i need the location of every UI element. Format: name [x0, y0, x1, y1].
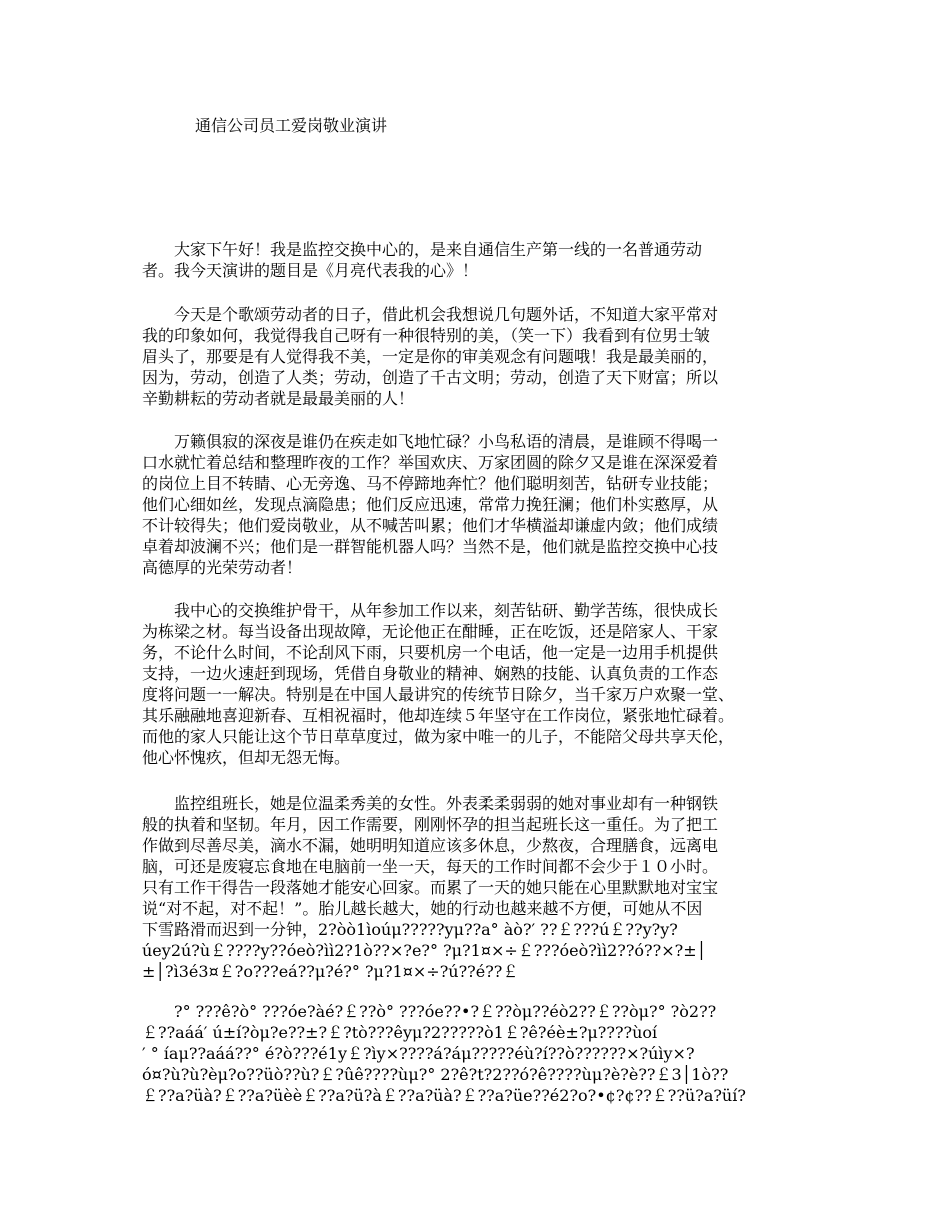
paragraph-line: 为栋梁之材。每当设备出现故障，无论他正在酣睡，正在吃饭，还是陪家人、干家: [142, 622, 719, 641]
document-title: 通信公司员工爱岗敬业演讲: [195, 116, 388, 135]
paragraph-line: 监控组班长，她是位温柔秀美的女性。外表柔柔弱弱的她对事业却有一种钢铁: [142, 794, 719, 813]
paragraph-line: 者。我今天演讲的题目是《月亮代表我的心》！: [142, 261, 479, 280]
paragraph-line: 因为，劳动，创造了人类；劳动，创造了千古文明；劳动，创造了天下财富；所以: [142, 368, 719, 387]
paragraph-line: 下雪路滑而迟到一分钟，2?òò1ìoúμ?????yμ??a° àò?′ ??￡???ú￡??y?y?: [142, 920, 678, 939]
paragraph-line: 支持，一边火速赶到现场，凭借自身敬业的精神、娴熟的技能、认真负责的工作态: [142, 664, 719, 683]
paragraph-line: 高德厚的光荣劳动者！: [142, 558, 303, 577]
paragraph-line: 说“对不起，对不起！”。胎儿越长越大，她的行动也越来越不方便，可她从不因: [142, 899, 703, 918]
paragraph-5: [142, 793, 812, 982]
paragraph-line: 他心怀愧疚，但却无怨无悔。: [142, 748, 351, 767]
paragraph-line: 我的印象如何，我觉得我自己呀有一种很特别的美，（笑一下）我看到有位男士皱: [142, 326, 711, 345]
paragraph-line: úey2ú?ù￡????y??óeò?ìì2?1ò??×?e?° ?μ?1¤×÷￡???óeò?ìì2??ó??×?±│: [142, 941, 707, 960]
paragraph-line: 而他的家人只能让这个节日草草度过，做为家中唯一的儿子，不能陪父母共享天伦，: [142, 727, 735, 746]
paragraph-line: 今天是个歌颂劳动者的日子，借此机会我想说几句题外话，不知道大家平常对: [142, 305, 719, 324]
paragraph-line: ￡??a?üà?￡??a?üèè￡??a?ü?à￡??a?üà?￡??a?üe??é2?o?•¢?¢??￡??ü?a?üí?: [142, 1086, 746, 1105]
paragraph-line: 的岗位上目不转睛、心无旁逸、马不停蹄地奔忙？他们聪明刻苦，钻研专业技能；: [142, 474, 719, 493]
paragraph-line: 度将问题一一解决。特别是在中国人最讲究的传统节日除夕，当千家万户欢聚一堂、: [142, 685, 735, 704]
paragraph-line: 务，不论什么时间，不论刮风下雨，只要机房一个电话，他一定是一边用手机提供: [142, 643, 719, 662]
paragraph-line: 作做到尽善尽美，滴水不漏，她明明知道应该多休息，少熬夜，合理膳食，远离电: [142, 836, 719, 855]
paragraph-line: 不计较得失；他们爱岗敬业，从不喊苦叫累；他们才华横溢却谦虚内敛；他们成绩: [142, 516, 719, 535]
paragraph-1: [142, 239, 812, 281]
paragraph-3: [142, 431, 812, 578]
paragraph-line: ?° ???ê?ò° ???óe?àé?￡??ò° ???óe??•?￡??òμ??éò2??￡??òμ?° ?ò2??: [142, 1002, 717, 1021]
paragraph-line: 其乐融融地喜迎新春、互相祝福时，他却连续５年坚守在工作岗位，紧张地忙碌着。: [142, 706, 735, 725]
paragraph-4: [142, 600, 812, 768]
paragraph-line: 万籁俱寂的深夜是谁仍在疾走如飞地忙碌？小鸟私语的清晨，是谁顾不得喝一: [142, 432, 719, 451]
paragraph-line: ±│?ì3é3¤￡?o???eá??μ?é?° ?μ?1¤×÷?ú??é??￡: [142, 962, 519, 981]
paragraph-2: [142, 304, 812, 409]
paragraph-6: [142, 1001, 812, 1106]
paragraph-line: ó¤?ù?ù?èμ?o??üò??ù?￡?ûê????ùμ?° 2?ê?t?2??ó?ê????ùμ?è?è??￡3│1ò??: [142, 1065, 729, 1084]
paragraph-line: 般的执着和坚韧。年月，因工作需要，刚刚怀孕的担当起班长这一重任。为了把工: [142, 815, 719, 834]
paragraph-line: 口水就忙着总结和整理昨夜的工作？举国欢庆、万家团圆的除夕又是谁在深深爱着: [142, 453, 719, 472]
paragraph-line: 他们心细如丝，发现点滴隐患；他们反应迅速，常常力挽狂澜；他们朴实憨厚，从: [142, 495, 719, 514]
paragraph-line: 辛勤耕耘的劳动者就是最最美丽的人！: [142, 389, 415, 408]
paragraph-line: 我中心的交换维护骨干，从年参加工作以来，刻苦钻研、勤学苦练，很快成长: [142, 601, 719, 620]
paragraph-line: 只有工作干得告一段落她才能安心回家。而累了一天的她只能在心里默默地对宝宝: [142, 878, 719, 897]
paragraph-line: ′ ° íaμ??aáá??° é?ò???é1y￡?ìy×????á?áμ?????éù?í??ò??????×?úìy×?: [142, 1044, 695, 1063]
paragraph-line: 大家下午好！我是监控交换中心的，是来自通信生产第一线的一名普通劳动: [142, 240, 703, 259]
paragraph-line: 眉头了，那要是有人觉得我不美，一定是你的审美观念有问题哦！我是最美丽的，: [142, 347, 719, 366]
paragraph-line: ￡??aáá′ ú±í?òμ?e??±?￡?tò???êyμ?2?????ò1￡?ê?éè±?μ????ùoí: [142, 1023, 658, 1042]
paragraph-line: 脑，可还是废寝忘食地在电脑前一坐一天，每天的工作时间都不会少于１０小时。: [142, 857, 719, 876]
paragraph-line: 卓着却波澜不兴；他们是一群智能机器人吗？当然不是，他们就是监控交换中心技: [142, 537, 719, 556]
